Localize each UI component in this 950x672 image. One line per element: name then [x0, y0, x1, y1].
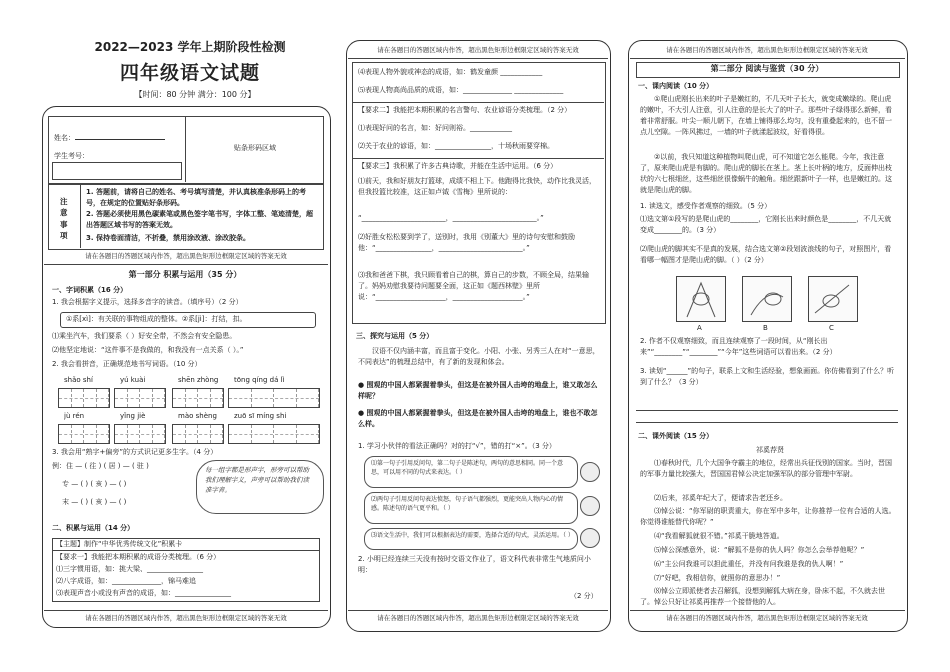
notes-label: 注意事项: [60, 197, 68, 240]
req1: 【要求一】我能把本期积累的成语分类梳理。（6 分）: [56, 553, 221, 561]
col3-header: 请在各题目的答题区域内作答，超出黑色矩形边框限定区域的答案无效: [666, 46, 868, 54]
pinyin-5: jù rén: [64, 412, 85, 420]
req3-a2: “________________________，________________________。”: [358, 214, 544, 222]
col3-q1-a: ⑴选文第①段写的是爬山虎的________，它刚长出来时颜色是________，不几天就变成________的。（3 分）: [640, 215, 892, 234]
write-grid[interactable]: [114, 424, 166, 444]
pinyin-3: shēn zhòng: [178, 376, 219, 384]
write-grid[interactable]: [58, 424, 110, 444]
p3-score: （2 分）: [570, 592, 598, 600]
col2-header: 请在各题目的答题区域内作答，超出黑色矩形边框限定区域的答案无效: [377, 46, 579, 54]
p3-q2-bullet: ●: [358, 409, 367, 417]
col3-q1-b: ⑵爬山虎的脚其实不是真的发展，结合选文第②段划波浪线的句子，对照图片，看看哪一幅图才是爬山虎的脚。（ ）（2 分）: [640, 245, 892, 264]
col3-q3: 3. 读划“______”的句子，联系上文和生活经验，想象画面。你仿佛看到了什么？听到了什么？（3 分）: [640, 367, 895, 386]
part2-title: 第二部分 阅读与鉴赏（30 分）: [710, 64, 824, 73]
col2-l5: ⑸表现人物高尚品质的成语，如：______________ ______________: [358, 86, 564, 94]
story-p2: ⑵后来，祁奚年纪大了，便请求告老还乡。: [654, 494, 787, 502]
note-3: 3. 保持卷面清洁，不折叠，禁用涂改液、涂改胶条。: [86, 234, 250, 242]
col3-sub2: 二、课外阅读（15 分）: [638, 432, 714, 440]
ivy-image-b: [742, 276, 792, 322]
req3-a: ⑴前天，我和好朋友打篮球，成绩不相上下。他跑得比我快，动作比我灵活，但我投篮比较准，这正如卢钺《雪梅》里所说的：: [358, 177, 596, 196]
story-p5: ⑸悼公深感意外，说：“解狐不是你的仇人吗？你怎么会举荐他呢？”: [654, 546, 865, 554]
p3-bubble-3: ⑶语文生活中，我们可以根据表达的需要，选择合适的句式，灵活运用。（ ）: [364, 528, 578, 550]
write-grid[interactable]: [172, 424, 224, 444]
para-1: ①爬山虎刚长出来的叶子是嫩红的，不几天叶子长大，就变成嫩绿的。爬山虎的嫩叶，不大引人注意，引人注意的是长大了的叶子。那些叶子绿得那么新鲜，看着非常舒服。叶尖一顺儿朝下，在墙上铺得那么均匀，没有重叠起来的，也不留一点儿空隙。一阵风拂过，一墙的叶子就漾起波纹，好看得很。: [640, 95, 892, 136]
p3-bubble-1: ⑴第一句子引用反问句，第二句子是陈述句，两句的意思相同。同一个意思，可以用不同的句式来表达。（ ）: [364, 456, 578, 488]
pinyin-2: yú kuài: [120, 376, 146, 384]
note-1: 1. 答题前，请将自己的姓名、考号填写清楚，并认真核准条形码上的考号，在规定的位置贴好条形码。: [86, 188, 306, 207]
note-2: 2. 答题必须使用黑色碳素笔或黑色签字笔书写，字体工整、笔迹清楚，超出答题区域书写的答案无效。: [86, 210, 313, 229]
q3-row1: 例：住 — ( 往 ) ( 居 ) — ( 驻 ): [52, 462, 149, 470]
story-p6: ⑹“主公问我谁可以担此重任，并没有问我谁是我的仇人啊！”: [654, 560, 844, 568]
avatar-1: [580, 462, 600, 482]
req3-b: ⑵好胜女松松要到学了，送别时，我用《别董大》里的诗句安慰和鼓励他：“________________，________________________。”: [358, 233, 575, 252]
col3-q1: 1. 读选文，感受作者观察的细致。（5 分）: [640, 202, 772, 210]
story-p4: ⑷“我看解狐就很不错。”祁奚干脆地答道。: [654, 532, 784, 540]
q3-row2: 专 — ( ) ( 亥 ) — ( ): [62, 480, 127, 488]
story-p7: ⑺“好吧，我相信你，就照你的意思办！”: [654, 574, 781, 582]
req3-c: ⑶我和爸爸下棋，我只顾看着自己的棋，算自己的步数，不顾全局，结果输了。妈妈劝慰我要待问题要全面，这正如《题西林壁》里所说：“____________________，____________________。”: [358, 271, 589, 301]
write-grid[interactable]: [114, 388, 166, 408]
pinyin-8: zuō sī míng shi: [234, 412, 287, 420]
col1-main-title: 四年级语文试题: [119, 62, 260, 84]
q1-a: ⑴乘坐汽车，我们要系（ ）好安全带，不然会有安全隐患。: [52, 332, 237, 340]
part1-title: 第一部分 积累与运用（35 分）: [128, 270, 242, 279]
write-grid[interactable]: [172, 388, 224, 408]
q1-b: ⑵他坚定地说：“这件事不是我做的，和我没有一点关系（ ）。”: [52, 346, 244, 354]
name-label: 姓名：: [54, 134, 165, 143]
req2-b: ⑵关于农业的谚语，如：________________，十场秋雨要穿棉。: [358, 142, 554, 150]
p3-q1-bullet: ●: [358, 381, 367, 389]
avatar-2: [580, 496, 600, 516]
req1-b: ⑵八字成语，如：______________，锦马难追: [56, 577, 196, 585]
req1-c: ⑶表现声音小或没有声音的成语，如：________________: [56, 589, 231, 597]
p3-q2b: 2. 小明已经连续三天没有按时交语文作业了，语文科代表非常生气地质问小明：: [358, 555, 591, 574]
q2-text: 2. 我会看拼音，正确规范地书写词语。（10 分）: [52, 360, 202, 368]
pinyin-1: shǎo shí: [64, 376, 93, 384]
id-label: 学生考号：: [54, 152, 89, 160]
col2-l4: ⑷表现人物外貌或神态的成语，如：鹤发童颜 ____________: [358, 68, 543, 76]
col1-footer: 请在各题目的答题区域内作答，超出黑色矩形边框限定区域的答案无效: [85, 614, 287, 622]
para-2: ②以前，我只知道这种植物叫爬山虎，可不知道它怎么能爬。今年，我注意了，原来爬山虎是有脚的。爬山虎的脚长在茎上。茎上长叶柄的地方，反面伸出枝状的六七根细丝，这些细丝很像蜗牛的触角。细丝跟新叶子一样，也是嫩红的。这就是爬山虎的脚。: [640, 153, 892, 194]
p3-bubble-2: ⑵两句子引用反问句表达愤怒，句子语气都强烈，更能突出人物内心的情感。陈述句的语气更平和。（ ）: [364, 492, 578, 524]
p3-q1: ● 围观的中国人都紧握着拳头，但这是在被外国人击垮的地盘上，谁又敢怎么样呢？: [358, 381, 598, 400]
p3-ask: 1. 学习小伙伴的看法正确吗？对的打“√”，错的打“×”。（3 分）: [358, 442, 556, 450]
col2-footer: 请在各题目的答题区域内作答，超出黑色矩形边框限定区域的答案无效: [377, 614, 579, 622]
req3: 【要求三】我积累了许多古典诗歌，并能在生活中运用。（6 分）: [358, 162, 558, 170]
speech-bubble: 每一组字都是形声字，形旁可以帮助我们理解字义，声旁可以帮助我们读准字音。: [196, 460, 324, 514]
id-input-box[interactable]: [52, 162, 182, 180]
q1-text: 1. 我会根据字义提示，选择多音字的读音。（填序号）（2 分）: [52, 298, 243, 306]
write-grid[interactable]: [228, 424, 320, 444]
story-title: 祁奚荐贤: [756, 446, 784, 454]
p3-q2: ● 围观的中国人都紧握着拳头，但这是在被外国人击垮的地盘上，谁也不敢怎么样。: [358, 409, 598, 428]
req2: 【要求二】我能把本期积累的名言警句、农业谚语分类梳理。（2 分）: [358, 106, 572, 114]
answer-note: 请在各题目的答题区域内作答，超出黑色矩形边框限定区域的答案无效: [85, 252, 287, 260]
req1-a: ⑴三字惯用语，如：挑大梁、________________: [56, 565, 203, 573]
barcode-area: 贴条形码区域: [234, 144, 276, 152]
sub1-title: 一、字词积累（16 分）: [52, 286, 128, 294]
req2-a: ⑴表现好问的名言，如：好问则裕。____________: [358, 124, 512, 132]
q1-def: ①系[xì]：有关联的事物组成的整体。②系[jì]：打结，扣。: [66, 315, 247, 323]
img-label-b: B: [763, 324, 768, 332]
write-grid[interactable]: [58, 388, 110, 408]
col3-footer: 请在各题目的答题区域内作答，超出黑色矩形边框限定区域的答案无效: [666, 614, 868, 622]
write-grid[interactable]: [228, 388, 320, 408]
col2-sub3: 三、探究与运用（5 分）: [356, 332, 434, 340]
q3-row3: 末 — ( ) ( 亥 ) — ( ): [62, 498, 127, 506]
col1-time-line: 【时间：80 分钟 满分：100 分】: [134, 90, 256, 99]
col3-sub1: 一、课内阅读（10 分）: [638, 82, 714, 90]
ivy-image-a: [676, 276, 726, 322]
story-p3: ⑶悼公说：“你军尉的职责重大，你在军中多年，让你推荐一位有合适的人选。你觉得谁能替代你呢？”: [640, 507, 896, 526]
sub2-title: 二、积累与运用（14 分）: [52, 524, 135, 532]
q3-text: 3. 我会用“熟字+偏旁”的方式识记更多生字。（4 分）: [52, 448, 218, 456]
img-label-c: C: [829, 324, 834, 332]
col3-q2: 2. 作者不仅观察细致，而且连续观察了一段时间，从“刚长出来”“________”“________”“今年”这些词语可以看出来。（2 分）: [640, 337, 837, 356]
col1-top-title: 2022—2023 学年上期阶段性检测: [94, 40, 286, 54]
pinyin-4: tōng qíng dá lǐ: [234, 376, 285, 384]
story-p8: ⑻悼公立即派使者去召解狐，没想到解狐大病在身，卧床不起，不久就去世了。悼公只好让祁奚再推荐一个接替他的人。: [640, 587, 885, 606]
avatar-3: [580, 528, 600, 548]
img-label-a: A: [697, 324, 702, 332]
pinyin-6: yǐng jiè: [120, 412, 146, 420]
p3-text: 汉语不仅内涵丰富，而且富于变化。小阳、小张、另秀三人在对“一意思，不同表达”的梳理总结中，有了新的发现和体会。: [358, 347, 600, 366]
ivy-image-c: [808, 276, 858, 322]
theme: 【主题】制作“中华优秀传统文化”积累卡: [56, 540, 183, 548]
pinyin-7: mào shèng: [178, 412, 217, 420]
story-p1: ⑴春秋时代，几个大国争夺霸主的地位，经常出兵征伐别的国家。当时，晋国的军事力量比较强大，晋国国君悼公决定加强军队的部分管理中军尉。: [640, 459, 892, 478]
